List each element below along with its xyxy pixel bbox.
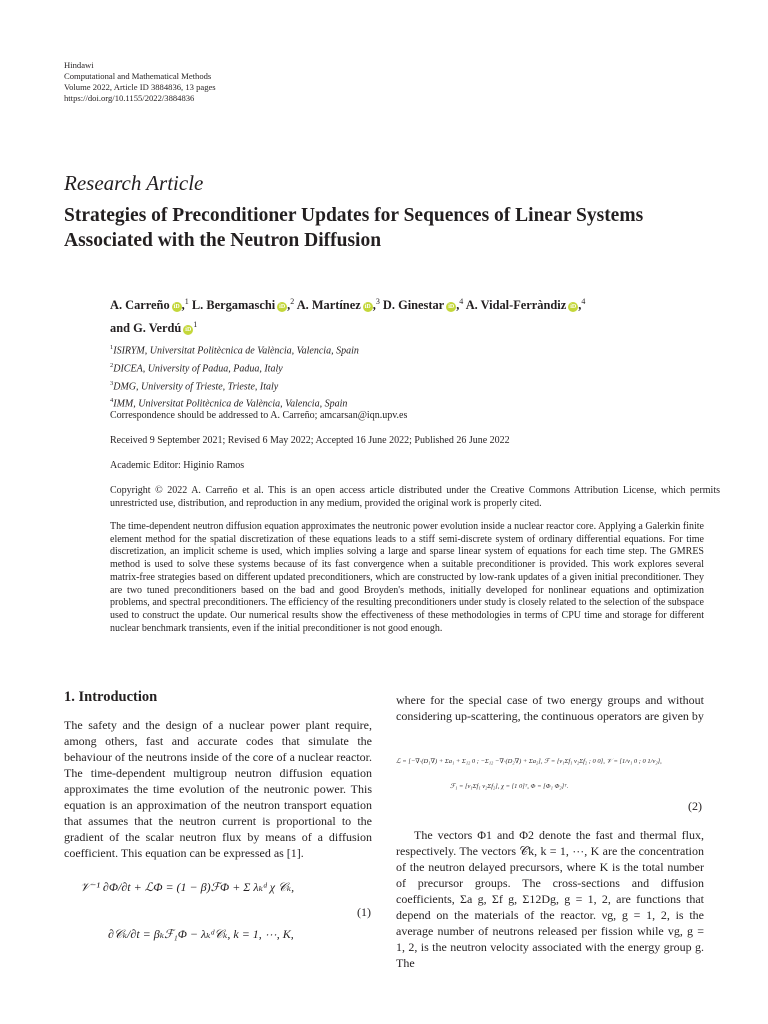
equation-1-line-2: ∂𝒞ₖ/∂t = βₖℱ₁Φ − λₖᵈ𝒞ₖ, k = 1, ⋯, K, <box>108 927 294 941</box>
author-name: G. Verdú <box>133 321 182 336</box>
section-heading: 1. Introduction <box>64 689 158 705</box>
author-name: A. Carreño <box>110 298 170 313</box>
affiliation-number: 4 <box>110 397 114 405</box>
correspondence-note: Correspondence should be addressed to A. Carreño; amcarsan@iqn.upv.es <box>110 410 408 421</box>
author-name: L. Bergamaschi <box>191 298 276 313</box>
copyright-notice: Copyright © 2022 A. Carreño et al. This is an open access article distributed under the Creative Commons Attribution License, which permits unrestricted use, distribution, and reproduction in any medium, provided the original work is properly cited. <box>110 485 720 509</box>
publisher-name: Hindawi <box>64 60 94 70</box>
article-type: Research Article <box>64 171 204 195</box>
affiliation-item <box>110 377 359 395</box>
author-affil-number: 2 <box>290 297 295 306</box>
article-title: Strategies of Preconditioner Updates for Sequences of Linear Systems Associated with the Neutron Diffusion <box>64 205 644 251</box>
equation-2-line-1: ℒ = [−∇·(D₁∇) + Σa₁ + Σ₁₂ 0 ; −Σ₁₂ −∇·(D₂∇) + Σa₂], ℱ = [ν₁Σf₁ ν₂Σf₂ ; 0 0], 𝒱 = [1/v₁ 0 ; 0 1/v₂], <box>396 758 662 765</box>
author-affil-number: 3 <box>375 297 380 306</box>
intro-paragraph: The safety and the design of a nuclear power plant require, among others, fast and accurate codes that simulate the behaviour of the neutrons inside of the core of a nuclear reactor. The time-dependent multigroup neutron diffusion equation approximates the time evolution of the neutronic power. This equation is an approximation of the neutron transport equation that assumes that the neutron current is proportional to the gradient of the scalar neutron flux by means of a diffusion coefficient. This equation can be expressed as [1]. <box>64 718 372 860</box>
equation-2-line-2: ℱ₁ = [ν₁Σf₁ ν₂Σf₂], χ = [1 0]ᵀ, Φ = [Φ₁ Φ₂]ᵀ. <box>450 783 569 790</box>
right-paragraph-2: The vectors Φ1 and Φ2 denote the fast and thermal flux, respectively. The vectors 𝒞k, k = 1, ⋯, K are the concentration of the neutron delayed precursors, where K is the total number of precursor groups. The cross-sections and diffusion coefficients, Σa g, Σf g, Σ12Dg, g = 1, 2, are functions that depend on the materials of the reactor. νg, g = 1, 2, is the average number of neutrons released per fission while vg, g = 1, 2, is the neutron velocity associated with the energy group g. The <box>396 828 704 970</box>
author-name: A. Martínez <box>296 298 361 313</box>
author-name: A. Vidal-Ferràndiz <box>465 298 567 313</box>
orcid-icon[interactable]: iD <box>364 304 371 311</box>
equation-1-number: (1) <box>357 905 371 919</box>
author-affil-number: 1 <box>184 297 189 306</box>
equation-1-line-1: 𝒱⁻¹ ∂Φ/∂t + ℒΦ = (1 − β)ℱΦ + Σ λₖᵈ χ 𝒞ₖ, <box>80 880 295 894</box>
right-paragraph-1: where for the special case of two energy groups and without considering up-scattering, the continuous operators are given by <box>396 693 704 723</box>
author-affil-number: 4 <box>459 297 464 306</box>
article-dates: Received 9 September 2021; Revised 6 May 2022; Accepted 16 June 2022; Published 26 June 2022 <box>110 435 510 446</box>
academic-editor: Academic Editor: Higinio Ramos <box>110 460 245 471</box>
affiliation-number: 3 <box>110 379 114 387</box>
affiliation-number: 1 <box>110 344 114 351</box>
affiliation-text: DMG, University of Trieste, Trieste, Italy <box>113 380 279 392</box>
journal-name: Computational and Mathematical Methods <box>64 71 212 81</box>
affiliation-item <box>110 359 359 377</box>
affiliation-text: ISIRYM, Universitat Politècnica de València, Valencia, Spain <box>113 345 359 357</box>
orcid-icon[interactable]: iD <box>570 304 577 311</box>
author-affil-number: 1 <box>193 320 198 330</box>
author-list: A. Carreño iD ,$^1$ L. Bergamaschi iD ,$^2$ A. Martínez iD ,$^3$ D. Ginestar iD ,$^4$ A. Vidal-Ferràndiz iD ,$^4$ and G. Verdú $iD^1$ <box>110 297 586 336</box>
doi-link[interactable]: https://doi.org/10.1155/2022/3884836 <box>64 93 195 103</box>
orcid-icon[interactable]: iD <box>448 304 455 311</box>
author-name: D. Ginestar <box>382 298 445 313</box>
orcid-icon[interactable]: iD <box>279 304 286 311</box>
affiliation-text: DICEA, University of Padua, Padua, Italy <box>113 363 283 375</box>
orcid-icon[interactable]: iD <box>185 327 192 334</box>
affiliation-number: 2 <box>110 361 114 369</box>
affiliation-list <box>110 341 359 412</box>
abstract-text: The time-dependent neutron diffusion equation approximates the neutronic power evolution inside a nuclear reactor core. Applying a Galerkin finite element method for the spatial discretization of these equations leads to a stiff semi-discrete system of ordinary differential equations. For time discretization, an implicit scheme is used, which implies solving a large and sparse linear system of equations for each time step. The GMRES method is used to solve these systems because of its fast convergence when a suitable preconditioner is provided. This work explores several matrix-free strategies based on different updated preconditioners, which are constructed by low-rank updates of a given initial preconditioner. They are two tuned preconditioners based on the bad and good Broyden's methods, initially developed for nonlinear equations and optimization problems, and spectral preconditioners. The efficiency of the resulting preconditioners under study is closely related to the selection of the subspace used to construct the update. Our numerical results show the effectiveness of these methodologies in terms of CPU time and storage for different nuclear benchmark transients, even if the initial preconditioner is not good enough. <box>110 521 704 634</box>
equation-2-number: (2) <box>688 799 702 813</box>
affiliation-item <box>110 341 359 359</box>
affiliation-text: IMM, Universitat Politècnica de València, Valencia, Spain <box>113 398 348 410</box>
volume-info: Volume 2022, Article ID 3884836, 13 pages <box>64 82 216 92</box>
publication-info <box>64 60 216 104</box>
author-conjunction: and <box>110 321 130 336</box>
author-affil-number: 4 <box>581 297 586 306</box>
orcid-icon[interactable]: iD <box>173 304 180 311</box>
